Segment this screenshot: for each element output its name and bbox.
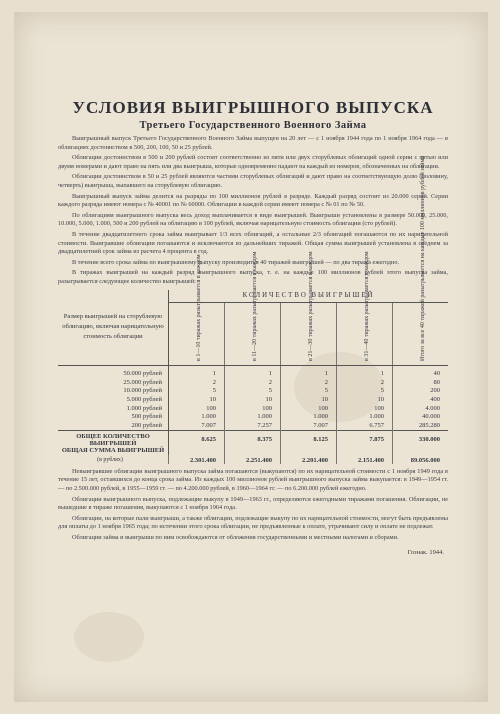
cell: 10 — [225, 395, 281, 404]
paragraph: В течение всего срока займа по выигрышному выпуску производится 40 тиражей выигрышей — по два тиража ежегодно. — [72, 258, 400, 266]
paragraph: Облигации займа и выигрыши по ним освобождаются от обложения государственными и местными налогами и сборами. — [72, 534, 399, 541]
cell: 1 — [169, 370, 225, 379]
paragraph: Невыигравшие облигации выигрышного выпуска займа погашаются (выкупаются) по их нарицательной стоимости с 1 ноября 1949 года в течение 15 лет, оставшихся до конца срока займа. Из каждых 100 миллионов рублей выигрышного выпуска займа выкупается: в 1949—1954 гг. — по 2.500.000 рублей, в 1955—1959 гг. — по 4.200.000 рублей, в 1960—1964 гг. — по 6.200.000 рублей ежегодно. — [58, 467, 448, 493]
cell: 7.875 — [337, 430, 393, 447]
prize-size: 50.000 рублей — [58, 370, 169, 379]
column-header-text: Итого за все 40 тиражей разыгрывается на каждые 100 миллионов рублей займа — [419, 155, 426, 361]
cell: 2.251.400 — [225, 447, 281, 464]
cell: 100 — [225, 404, 281, 413]
prize-size: 25.000 рублей — [58, 378, 169, 387]
cell: 1.000 — [169, 412, 225, 421]
table-row — [58, 412, 448, 421]
cell: 200 — [393, 387, 449, 396]
total-sum-row — [58, 447, 448, 456]
cell: 1 — [225, 370, 281, 379]
cell: 2.151.400 — [337, 447, 393, 464]
cell: 10 — [169, 395, 225, 404]
printer-imprint: Гознак. 1944. — [407, 548, 444, 556]
cell: 7.007 — [281, 421, 337, 430]
table-row — [58, 395, 448, 404]
cell: 100 — [337, 404, 393, 413]
prize-size: 5.000 рублей — [58, 395, 169, 404]
table-row — [58, 370, 448, 379]
cell: 5 — [281, 387, 337, 396]
cell: 1.000 — [225, 412, 281, 421]
paragraph: По облигациям выигрышного выпуска весь доход выплачивается в виде выигрышей. Выигрыши установлены в размере 50.000, 25.000, 10.000, 5.000, 1.000, 500 и 200 рублей на облигацию в 100 рублей, включая нарицательную стоимость облигации (сто рублей). — [58, 211, 448, 228]
document-body — [58, 98, 448, 556]
prize-count-header: КОЛИЧЕСТВО ВЫИГРЫШЕЙ — [169, 290, 449, 303]
cell: 8.375 — [225, 430, 281, 447]
paragraph: Облигации достоинством в 500 и 200 рублей состоят соответственно из пяти или двух сторублевых облигаций одной серии с пятью или двумя номерами и дают право на пять или два выигрыша, которые одновременно падают на каждый из номеров, обозначенных на облигации. — [58, 154, 448, 170]
paragraph: Облигации выигрышного выпуска, подлежащие выкупу в 1949—1963 гг., определяются ежегодными тиражами погашения. Облигации, не вышедшие в тираже погашения, выкупаются с 1 ноября 1964 года. — [58, 495, 448, 512]
cell: 2.301.400 — [169, 447, 225, 464]
cell: 2 — [281, 378, 337, 387]
cell: 1.000 — [281, 412, 337, 421]
cell: 7.007 — [169, 421, 225, 430]
total-sum-unit: (в рублях) — [58, 455, 169, 464]
prize-size: 10.000 рублей — [58, 387, 169, 396]
cell: 6.757 — [337, 421, 393, 430]
prize-size: 500 рублей — [58, 412, 169, 421]
table-row — [58, 378, 448, 387]
table-row — [58, 387, 448, 396]
cell: 5 — [169, 387, 225, 396]
paper-stain — [74, 612, 144, 662]
cell: 7.257 — [225, 421, 281, 430]
cell: 330.000 — [393, 430, 449, 447]
total-sum-label: ОБЩАЯ СУММА ВЫИГРЫШЕЙ — [58, 447, 169, 456]
cell: 80 — [393, 378, 449, 387]
cell: 40 — [393, 370, 449, 379]
column-header-text: в 1—10 тиражах разыгрывается в каждом — [195, 253, 202, 361]
prize-size-header: Размер выигрышей на сторублевую облигацию, включая нарицательную стоимость облигации — [58, 290, 169, 366]
document-title: УСЛОВИЯ ВЫИГРЫШНОГО ВЫПУСКА — [72, 98, 434, 117]
table-row — [58, 404, 448, 413]
paragraph: Выигрышный выпуск Третьего Государственного Военного Займа выпущен на 20 лет — с 1 ноября 1944 года по 1 ноября 1964 года — в облигациях достоинством в 500, 200, 100, 50 и 25 рублей. — [58, 135, 448, 151]
cell: 10 — [281, 395, 337, 404]
cell: 1 — [337, 370, 393, 379]
cell: 8.625 — [169, 430, 225, 447]
cell: 100 — [169, 404, 225, 413]
cell: 10 — [337, 395, 393, 404]
cell: 1.000 — [337, 412, 393, 421]
cell: 5 — [337, 387, 393, 396]
column-header-text: в 31—40 тиражах разыгрывается в каждом — [363, 250, 370, 361]
paragraph: Облигации достоинством в 50 и 25 рублей являются частями сторублевых облигаций и дают право на соответствующую долю (половину, четверть) выигрыша, выпавшего на сторублевую облигацию. — [58, 173, 448, 189]
column-header-text: в 21—30 тиражах разыгрывается в каждом — [307, 250, 314, 361]
paragraph: Облигации, на которые пали выигрыши, а также облигации, подлежащие выкупу по их нарицательной стоимости, могут быть предъявлены для оплаты до 1 ноября 1965 года; по истечении этого срока облигации, не предъявленные к оплате, утрачивают силу и оплате не подлежат. — [58, 514, 448, 531]
cell: 285.280 — [393, 421, 449, 430]
paragraph: Выигрышный выпуск займа делится на разряды по 100 миллионов рублей в разряде. Каждый разряд состоит из 20.000 серий. Серии каждого разряда имеют номера с № 40001 по № 60000. Облигации в каждой серии имеют номера с № 01 по № 50. — [58, 192, 448, 209]
column-header — [281, 250, 337, 365]
cell: 8.125 — [281, 430, 337, 447]
prize-size: 200 рублей — [58, 421, 169, 430]
total-count-row — [58, 430, 448, 447]
cell: 4.000 — [393, 404, 449, 413]
column-header — [225, 251, 281, 365]
cell: 100 — [281, 404, 337, 413]
column-header — [393, 155, 449, 365]
paragraph: В течение двадцатилетнего срока займа выигрывает 1/3 всех облигаций, а остальные 2/3 облигаций погашаются по их нарицательной стоимости. Выигравшие облигации погашаются и исключаются из дальнейших тиражей. Общая сумма выигрышей установлена в среднем за двадцатилетний срок займа из расчета 4 процента в год. — [58, 230, 448, 256]
cell: 2 — [225, 378, 281, 387]
cell: 2.201.400 — [281, 447, 337, 464]
total-count-label: ОБЩЕЕ КОЛИЧЕСТВО ВЫИГРЫШЕЙ — [58, 430, 169, 447]
cell: 1 — [281, 370, 337, 379]
terms-section-bottom — [58, 468, 448, 543]
document-subtitle: Третьего Государственного Военного Займа — [139, 120, 367, 131]
cell: 2 — [337, 378, 393, 387]
prize-size: 1.000 рублей — [58, 404, 169, 413]
cell: 5 — [225, 387, 281, 396]
column-header — [169, 253, 225, 365]
column-header-text: в 11—20 тиражах разыгрывается в каждом — [251, 251, 258, 361]
cell: 400 — [393, 395, 449, 404]
column-header — [337, 250, 393, 365]
paragraph: В тиражах выигрышей на каждый разряд выигрышного выпуска, т. е. на каждые 100 миллионов рублей этого выпуска займа, разыгрывается следующее количество выигрышей: — [58, 269, 448, 285]
table-row — [58, 421, 448, 430]
cell: 40.000 — [393, 412, 449, 421]
cell: 2 — [169, 378, 225, 387]
cell: 89.056.000 — [393, 447, 449, 464]
